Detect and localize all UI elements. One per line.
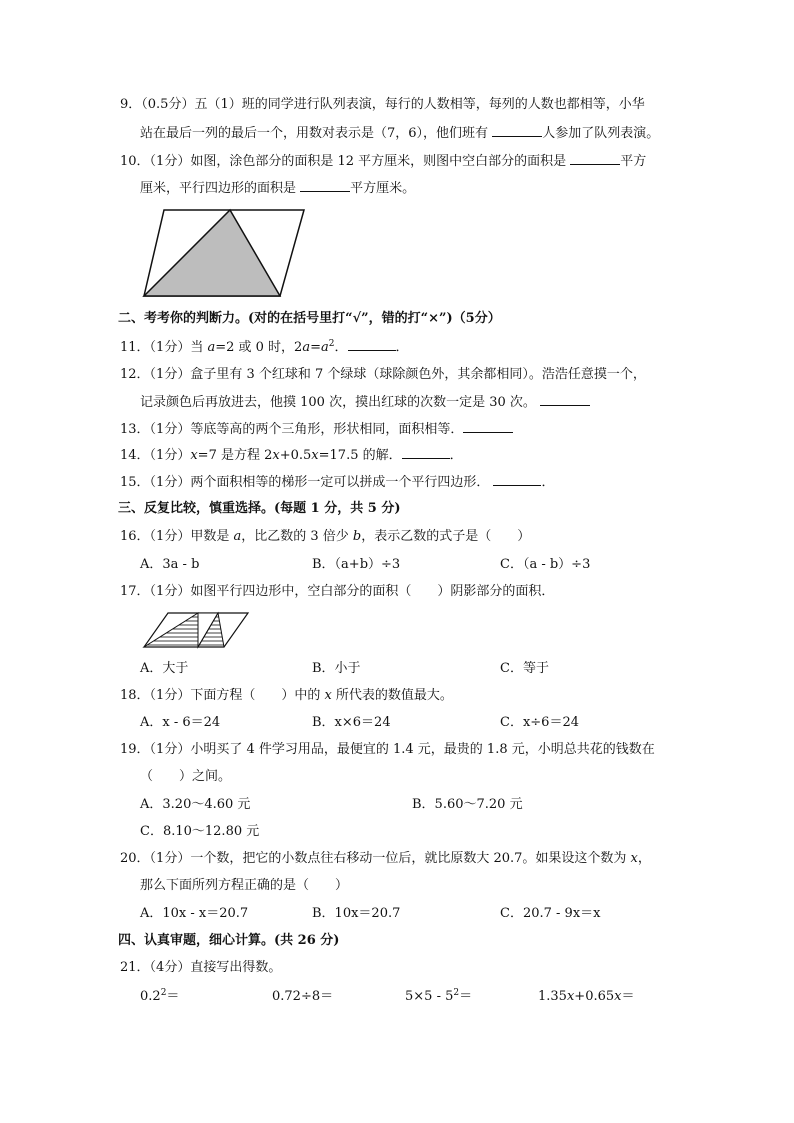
expr-eq: ＝: [621, 989, 635, 1004]
q16-option-b[interactable]: B．（a+b）÷3: [312, 557, 401, 572]
q19-option-c[interactable]: C．8.10～12.80 元: [140, 824, 260, 839]
q20-line1: [120, 850, 651, 868]
q11-var: a: [321, 340, 329, 355]
q16-option-a[interactable]: A．3a - b: [140, 557, 200, 572]
q15: [120, 473, 554, 492]
q15-text: 15．（1分）两个面积相等的梯形一定可以拼成一个平行四边形．: [120, 475, 494, 490]
expr-text: 0.2: [140, 989, 161, 1004]
q19-option-b[interactable]: B．5.60～7.20 元: [412, 797, 523, 812]
q9-text-end: 人参加了队列表演。: [542, 126, 660, 141]
q14-t4: =17.5 的解．: [318, 448, 402, 463]
q14-t5: ．: [449, 448, 463, 463]
q11: [120, 338, 409, 357]
q9-line1: 9．（0.5分）五（1）班的同学进行队列表演，每行的人数相等，每列的人数也都相等，小华: [120, 97, 645, 112]
q11-exp: 2: [328, 339, 335, 349]
q14-t1: 14．（1分）: [120, 448, 191, 463]
answer-blank[interactable]: [348, 338, 396, 351]
expr-text: 5×5 - 5: [405, 989, 454, 1004]
q19-option-a[interactable]: A．3.20～4.60 元: [140, 797, 251, 812]
q20-option-c[interactable]: C．20.7 - 9x＝x: [500, 906, 601, 921]
answer-blank[interactable]: [492, 124, 542, 137]
q18-stem: [120, 687, 453, 705]
section-4-heading: 四、认真审题，细心计算。(共 26 分): [118, 933, 340, 948]
q11-t3: =: [310, 340, 321, 355]
q21-expr-1: [140, 988, 179, 1006]
q16-t1: 16．（1分）甲数是: [120, 529, 234, 544]
expr-eq: ＝: [459, 989, 473, 1004]
q14-var: x: [311, 448, 319, 463]
answer-blank[interactable]: [402, 446, 450, 459]
q16-t3: ，表示乙数的式子是（ ）: [361, 529, 531, 544]
q20-t1: 20．（1分）一个数，把它的小数点往右移动一位后，就比原数大 20.7。如果设这个数为: [120, 851, 631, 866]
q14-var: x: [272, 448, 280, 463]
q18-option-a[interactable]: A．x - 6＝24: [140, 715, 221, 730]
q10-line2: [140, 179, 415, 198]
answer-blank[interactable]: [493, 473, 541, 486]
q20-t2: ，: [637, 851, 651, 866]
expr-exp: 2: [160, 988, 167, 998]
q21-expr-2: 0.72÷8＝: [272, 989, 334, 1004]
q20-line2: 那么下面所列方程正确的是（ ）: [140, 878, 349, 893]
answer-blank[interactable]: [300, 179, 350, 192]
answer-blank[interactable]: [570, 152, 620, 165]
q16-t2: ，比乙数的 3 倍少: [241, 529, 353, 544]
q17-parallelogram-figure: [142, 611, 250, 649]
q9-line2: [140, 124, 659, 143]
q14-var: x: [190, 448, 198, 463]
expr-text: +0.65: [574, 989, 615, 1004]
q16-var: a: [233, 529, 242, 544]
q21-expr-3: [405, 988, 472, 1006]
expr-var: x: [614, 989, 622, 1004]
q12-line1: 12．（1分）盒子里有 3 个红球和 7 个绿球（球除颜色外，其余都相同）。浩浩任意摸一个，: [120, 367, 646, 382]
expr-eq: ＝: [166, 989, 180, 1004]
q10-text2-end: 平方厘米。: [350, 181, 416, 196]
q20-option-a[interactable]: A．10x - x＝20.7: [140, 906, 249, 921]
q11-t4: ．: [334, 340, 348, 355]
q20-option-b[interactable]: B．10x＝20.7: [312, 906, 401, 921]
q11-t5: ．: [395, 340, 409, 355]
q18-t1: 18．（1分）下面方程（ ）中的: [120, 688, 325, 703]
q21-stem: 21．（4分）直接写出得数。: [120, 960, 282, 975]
q10-text2: 厘米，平行四边形的面积是: [140, 181, 301, 196]
answer-blank[interactable]: [463, 420, 513, 433]
q19-line2: （ ）之间。: [140, 769, 232, 784]
q14: [120, 446, 463, 465]
q10-line1: [120, 152, 646, 171]
q17-option-c[interactable]: C．等于: [500, 661, 549, 676]
q20-var: x: [630, 851, 638, 866]
q17-stem: 17．（1分）如图平行四边形中，空白部分的面积（ ）阴影部分的面积．: [120, 584, 555, 599]
q13-text: 13．（1分）等底等高的两个三角形，形状相同，面积相等．: [120, 422, 464, 437]
q11-t2: =2 或 0 时，2: [215, 340, 303, 355]
q21-expr-4: [538, 988, 635, 1006]
q16-var: b: [352, 529, 362, 544]
q18-var: x: [324, 688, 332, 703]
q19-line1: 19．（1分）小明买了 4 件学习用品，最便宜的 1.4 元，最贵的 1.8 元，小明总共花的钱数在: [120, 742, 655, 757]
q18-t2: 所代表的数值最大。: [331, 688, 453, 703]
expr-exp: 2: [453, 988, 460, 998]
q18-option-b[interactable]: B．x×6＝24: [312, 715, 391, 730]
q13: [120, 420, 513, 439]
expr-var: x: [566, 989, 575, 1004]
q12-text: 记录颜色后再放进去，他摸 100 次，摸出红球的次数一定是 30 次。: [140, 395, 541, 410]
q9-text: 站在最后一列的最后一个，用数对表示是（7，6），他们班有: [140, 126, 493, 141]
q12-line2: [140, 393, 590, 412]
q11-var: a: [207, 340, 216, 355]
q17-option-a[interactable]: A．大于: [140, 661, 189, 676]
q16-stem: [120, 528, 530, 546]
q16-option-c[interactable]: C．（a - b）÷3: [500, 557, 591, 572]
q11-t1: 11．（1分）当: [120, 340, 208, 355]
q11-var: a: [302, 340, 311, 355]
q17-option-b[interactable]: B．小于: [312, 661, 361, 676]
expr-text: 1.35: [538, 989, 567, 1004]
section-2-heading: 二、考考你的判断力。(对的在括号里打“√”，错的打“×”)（5分）: [118, 311, 501, 326]
q10-text-end: 平方: [620, 154, 647, 169]
q18-option-c[interactable]: C．x÷6＝24: [500, 715, 579, 730]
q14-t3: +0.5: [279, 448, 312, 463]
q14-t2: =7 是方程 2: [197, 448, 273, 463]
section-3-heading: 三、反复比较，慎重选择。(每题 1 分，共 5 分): [118, 501, 401, 516]
q10-text: 10．（1分）如图，涂色部分的面积是 12 平方厘米，则图中空白部分的面积是: [120, 154, 571, 169]
q15-end: ．: [541, 475, 555, 490]
parallelogram-triangle-figure: [140, 206, 310, 300]
answer-blank[interactable]: [540, 393, 590, 406]
